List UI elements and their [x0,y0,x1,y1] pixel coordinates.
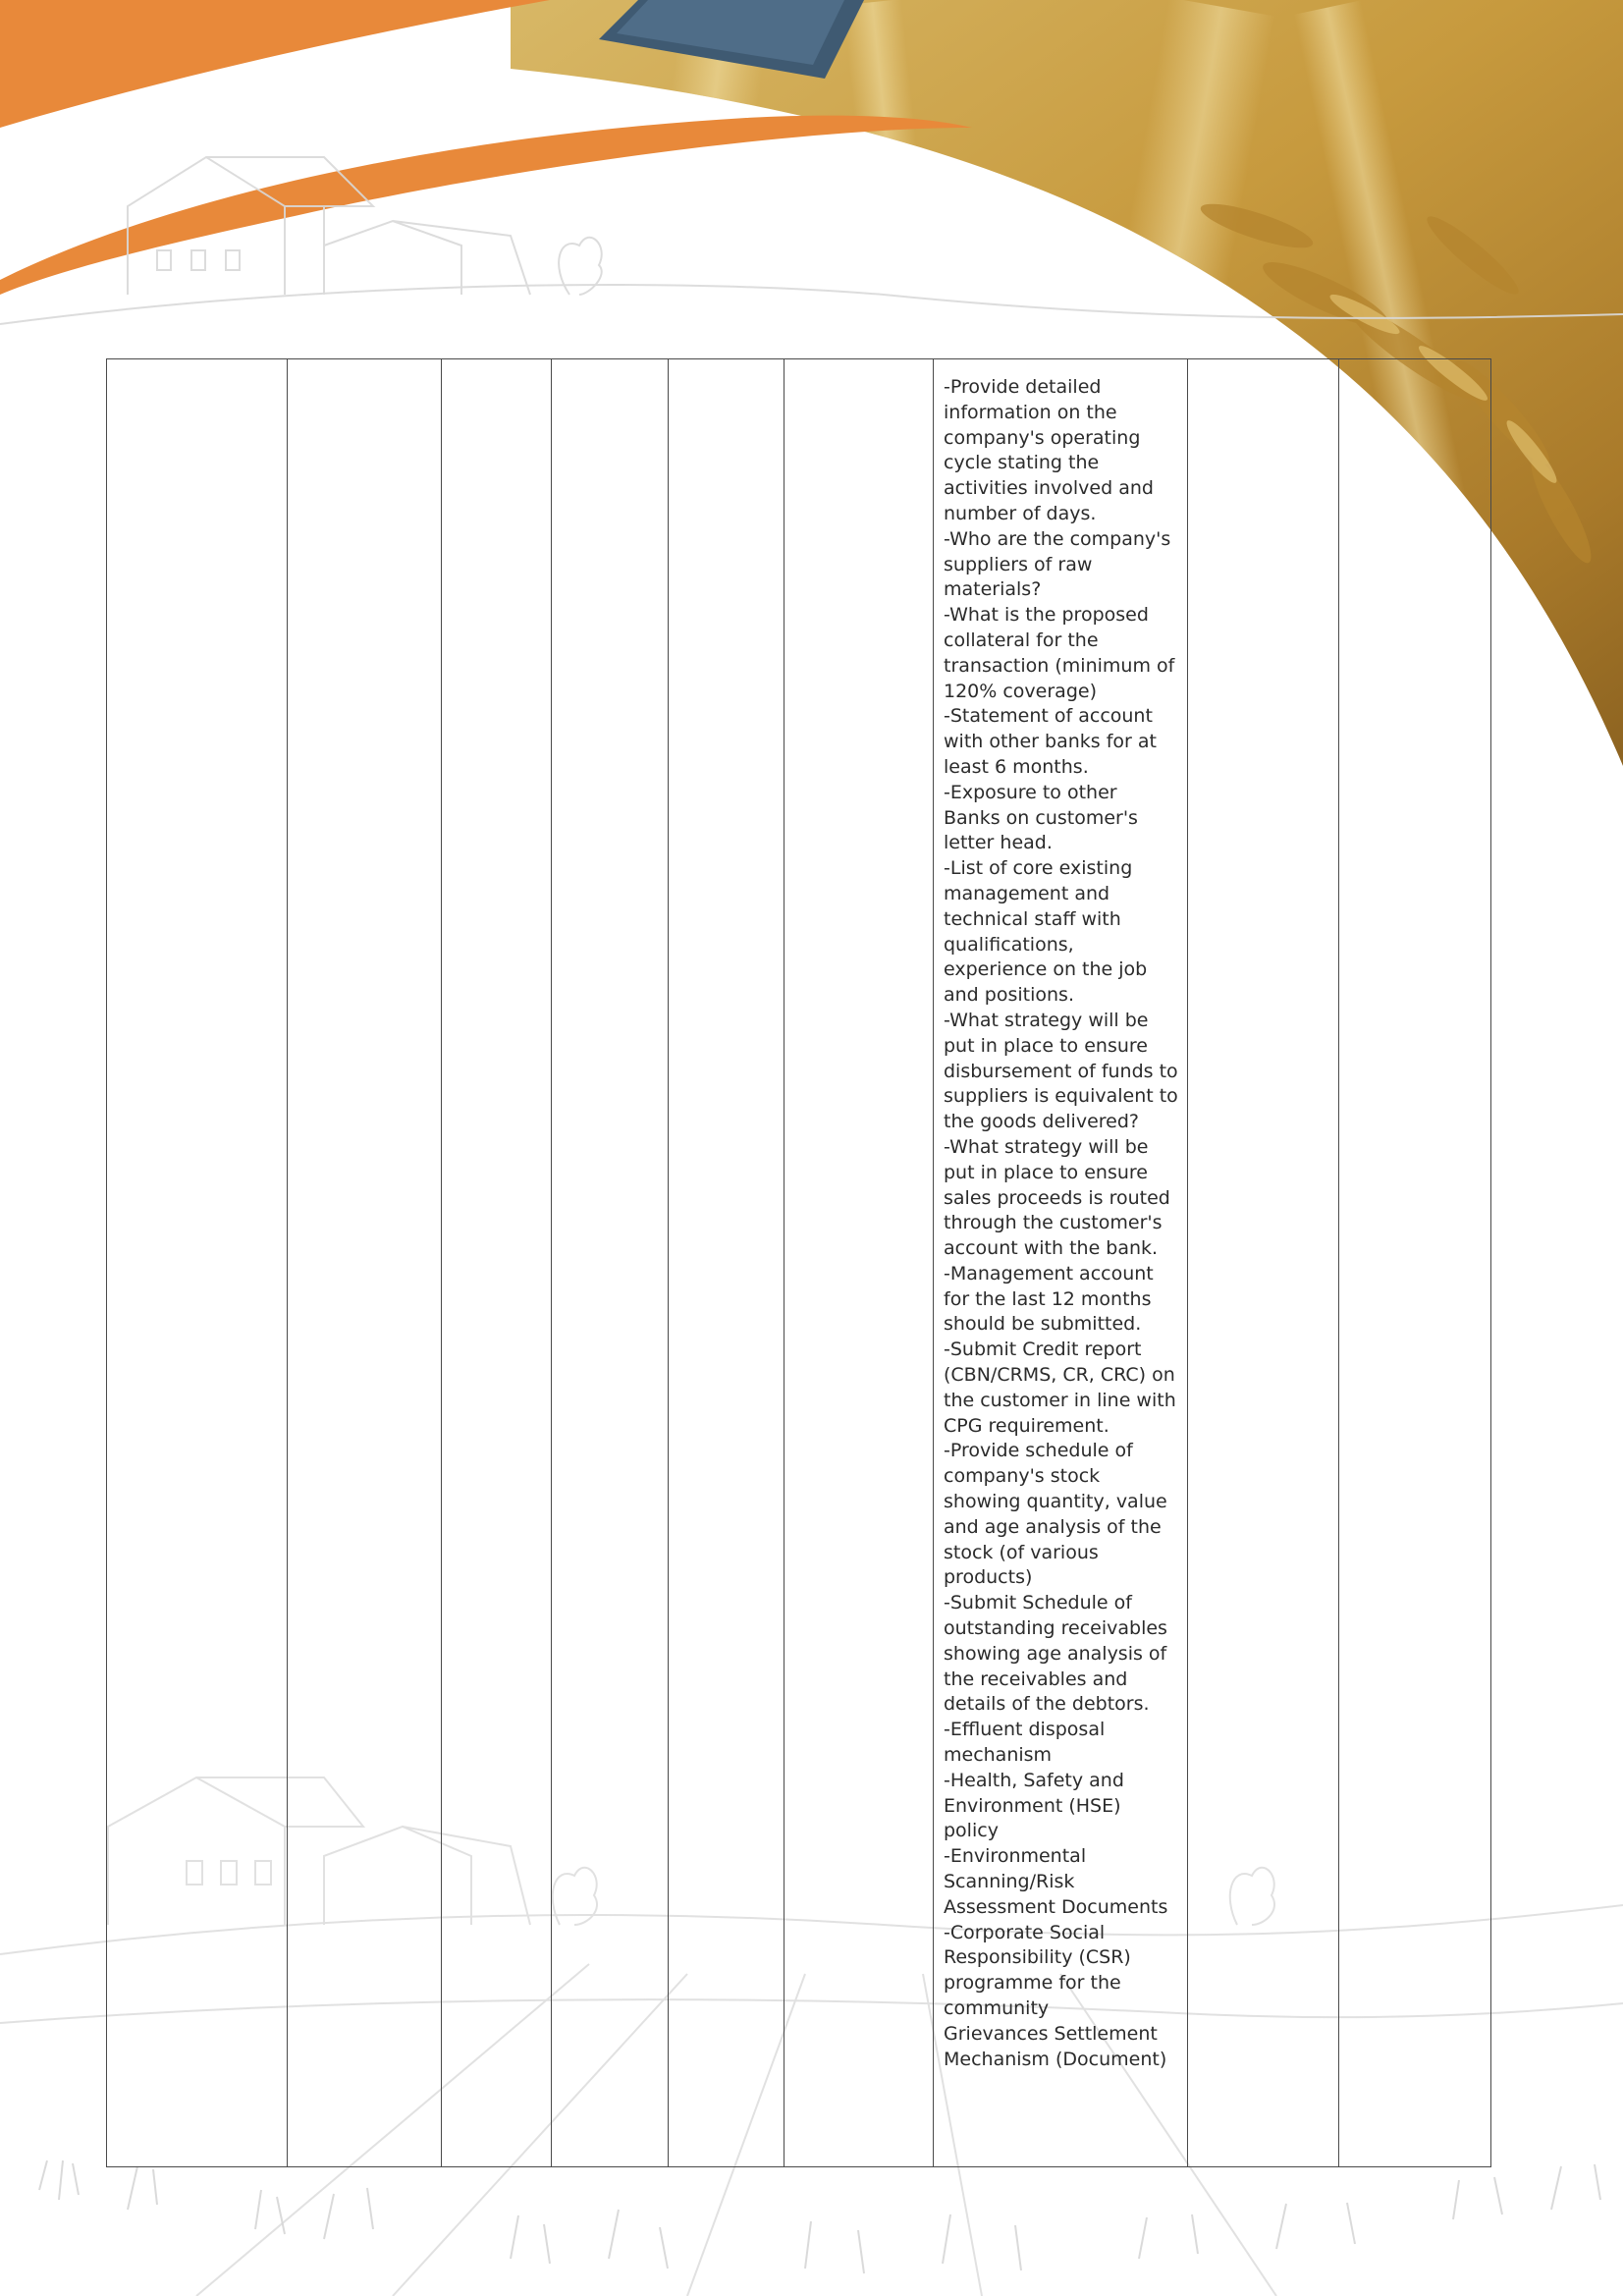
list-item: -What strategy will be put in place to ensure disbursement of funds to suppliers is equivalent to the goods delivered? [944,1009,1178,1133]
list-item: -Submit Schedule of outstanding receivables showing age analysis of the receivables and details of the debtors. [944,1592,1167,1716]
list-item: -Effluent disposal mechanism [944,1719,1106,1767]
requirements-list [944,375,1179,2072]
list-item: Grievances Settlement Mechanism (Document) [944,2022,1167,2070]
list-item: -Environmental Scanning/Risk Assessment Documents [944,1845,1168,1918]
list-item: -Provide detailed information on the company's operating cycle stating the activities involved and number of days. [944,376,1154,524]
list-item: -Management account for the last 12 months should be submitted. [944,1262,1154,1336]
orange-swoosh-top [0,0,550,128]
table-cell-col-4 [552,359,669,2167]
list-item: -What strategy will be put in place to ensure sales proceeds is routed through the customer's account with the bank. [944,1135,1170,1260]
table-cell-col-8 [1188,359,1339,2167]
table-cell-col-1 [107,359,288,2167]
table-cell-col-3 [442,359,552,2167]
grass-sketch [39,2160,1600,2273]
list-item: -Corporate Social Responsibility (CSR) programme for the community [944,1921,1131,2019]
list-item: -List of core existing management and technical staff with qualifications, experience on the job and positions. [944,857,1148,1007]
table-cell-col-5 [669,359,784,2167]
list-item: -Provide schedule of company's stock showing quantity, value and age analysis of the stock (of various products) [944,1440,1167,1589]
list-item: -Statement of account with other banks for at least 6 months. [944,705,1157,778]
list-item: -Exposure to other Banks on customer's letter head. [944,781,1138,854]
list-item: -Health, Safety and Environment (HSE) policy [944,1769,1124,1842]
table-cell-col-6 [784,359,934,2167]
list-item: -What is the proposed collateral for the transaction (minimum of 120% coverage) [944,604,1175,702]
requirements-table [106,358,1491,2167]
list-item: -Submit Credit report (CBN/CRMS, CR, CRC) on the customer in line with CPG requirement. [944,1339,1176,1437]
table-cell-col-9 [1339,359,1491,2167]
table-row [107,359,1491,2167]
orange-swoosh-lower [0,116,972,295]
table-cell-requirements [934,359,1188,2167]
table-cell-col-2 [288,359,442,2167]
list-item: -Who are the company's suppliers of raw materials? [944,527,1171,601]
